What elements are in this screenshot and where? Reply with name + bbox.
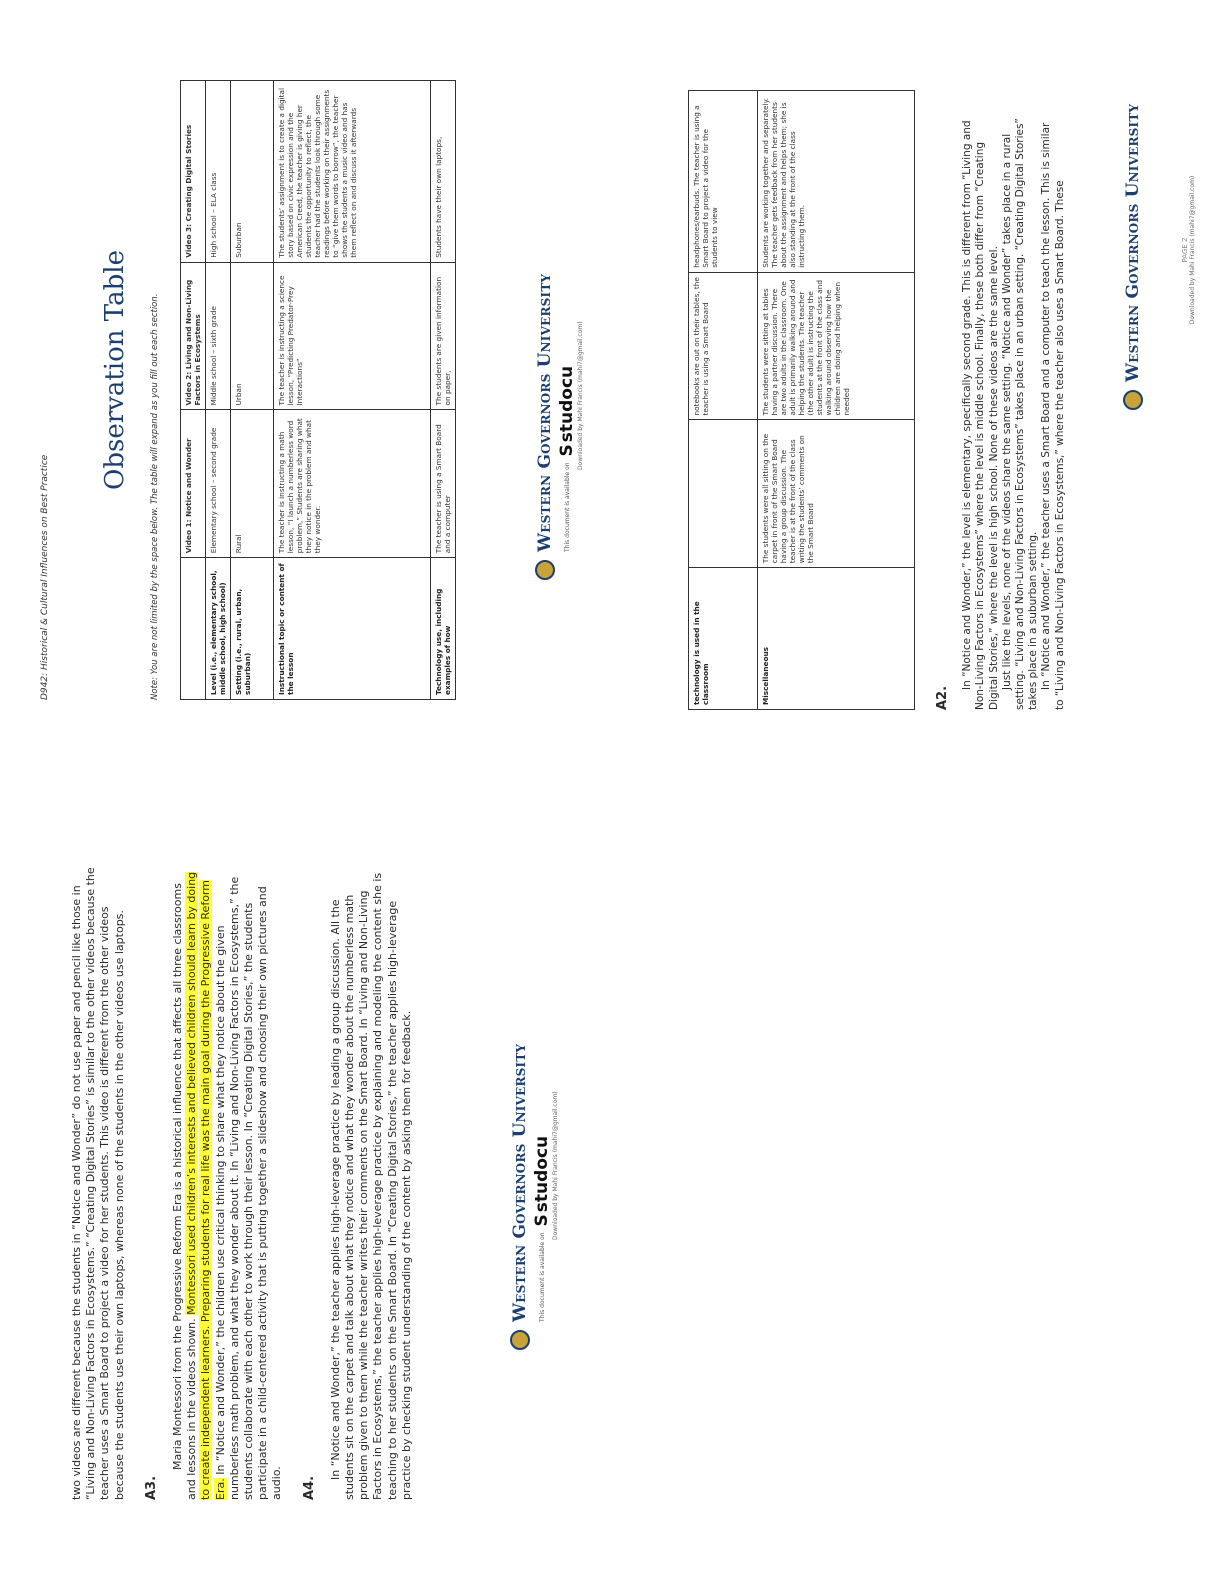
table-row	[689, 91, 758, 710]
downloaded-by: Downloaded by Mahi Francis (mahi7@gmail.com)	[577, 321, 584, 470]
a3-highlight: Montessori used children’s interests and believed children should learn by doing to create independent learners. Preparing students for real life was the main goal during the Progressive Reform Era.	[185, 871, 227, 1500]
wgu-seal-icon	[510, 1330, 530, 1350]
wgu-logo: Western Governors University	[510, 950, 530, 1350]
table-cell: Elementary school – second grade	[206, 410, 231, 558]
row-header: Instructional topic or content of the lesson	[274, 558, 431, 700]
table-cell: The students’ assignment is to create a digital story based on civic expression and the American Creed, the teacher is giving her students the opportunity to reflect, the teacher had the students look through some readings before working on their assignments to “give them words to borrow”, the teacher shows the students a music video and has them reflect on and discuss it afterwards	[274, 81, 431, 263]
table-row	[758, 91, 915, 710]
page-title: Observation Table	[100, 250, 130, 490]
downloaded-by: Downloaded by Mahi Francis (mahi7@gmail.com)	[552, 1091, 559, 1240]
table-cell: headphones/earbuds. The teacher is using a Smart Board to project a video for the students to view	[689, 91, 758, 273]
a3-text-end: In “Notice and Wonder,” the children use critical thinking to share what they notice about the given numberless math problem, and what they wonder about it. In “Living and Non-Living Factors in Ecosystems,” the students collaborate with each other to work through their lesson. In “Creating Digital Stories,” the students participate in a child-centered activity that is putting together a slideshow and choosing their own pictures and audio.	[213, 876, 284, 1500]
table-cell: The teacher is instructing a math lesson, “I launch a numberless word problem,” Students are sharing what they notice in the problem and what they wonder.	[274, 410, 431, 558]
a2-paragraph-3: In “Notice and Wonder,” the teacher uses a Smart Board and a computer to teach the lesson. This is similar to “Living and Non-Living Factors in Ecosystems,” where the teacher also uses a Smart Board. These	[1040, 122, 1066, 710]
studocu-line: This document is available on S studocu	[557, 365, 577, 552]
row-header: Miscellaneous	[758, 568, 915, 710]
row-header: technology is used in the classroom	[689, 568, 758, 710]
table-row	[431, 81, 456, 700]
table-cell: notebooks are out on their tables, the teacher is using a Smart Board	[689, 272, 758, 420]
observation-footer	[535, 160, 584, 580]
table-cell	[689, 420, 758, 568]
table-row	[274, 81, 431, 700]
table-row	[231, 81, 274, 700]
table-cell: The teacher is using a Smart Board and a computer	[431, 410, 456, 558]
running-header: D942: Historical & Cultural Influences on Best Practice	[40, 454, 50, 700]
left-page	[70, 800, 560, 1500]
table-row	[206, 81, 231, 700]
observation-page	[40, 40, 600, 700]
table-cell: Middle school – sixth grade	[206, 262, 231, 410]
intro-paragraph: two videos are different because the students in “Notice and Wonder” do not use paper and pencil like those in “Living and Non-Living Factors in Ecosystems.” “Creating Digital Stories” is similar to the other videos because the teacher uses a Smart Board to project a video for her students. This video is different from the other videos because the students use their own laptops, whereas none of the students in the other videos use laptops.	[70, 867, 126, 1500]
page-two-footer	[1123, 90, 1196, 410]
table-cell: High school – ELA class	[206, 81, 231, 263]
left-footer	[510, 950, 559, 1350]
row-header: Setting (i.e., rural, urban, suburban)	[231, 558, 274, 700]
studocu-line: This document is available on S studocu	[532, 1135, 552, 1322]
table-cell: The students are given information on paper,	[431, 262, 456, 410]
downloaded-by: Downloaded by Mahi Francis (mahi7@gmail.com)	[1189, 175, 1196, 325]
table-cell: Rural	[231, 410, 274, 558]
observation-table-continued	[688, 90, 915, 710]
table-cell: The students were sitting at tables having a partner discussion. There are two adults in the classroom. One adult is primarily walking around and helping the students. The teacher (the other adult) is instructing the students at the front of the class and walking around observing how the children are doing and helping when needed	[758, 272, 915, 420]
a3-heading: A3.	[143, 1475, 159, 1500]
studocu-icon: S	[532, 1214, 552, 1227]
table-cell: Suburban	[231, 81, 274, 263]
observation-table	[180, 80, 456, 700]
studocu-logo: S studocu	[532, 1135, 552, 1227]
table-cell: Students are working together and separately. The teacher gets feedback from her students about the assignment and helps them; she is also standing at the front of the class instructing them.	[758, 91, 915, 273]
a2-section	[936, 110, 1067, 710]
wgu-seal-icon	[535, 560, 555, 580]
a2-paragraph-1: In “Notice and Wonder,” the level is elementary, specifically second grade. This is different from “Living and Non-Living Factors in Ecosystems” where the level is middle school. Finally, these both differ from “Creating Digital Stories,” where the level is high school. None of these videos are the same level.	[961, 120, 1000, 710]
studocu-logo: S studocu	[557, 365, 577, 457]
table-cell: The students were all sitting on the carpet in front of the Smart Board having a group discussion. The teacher is at the front of the class writing the students’ comments on the Smart Board	[758, 420, 915, 568]
table-header-row	[181, 81, 206, 700]
page-two	[688, 60, 1208, 710]
table-cell: Students have their own laptops,	[431, 81, 456, 263]
a3-text-start: Maria Montessori from the Progressive Reform Era is a historical influence that affects all three classrooms and lessons in the videos shown.	[171, 883, 199, 1500]
wgu-logo: Western Governors University	[1123, 90, 1143, 410]
wgu-seal-icon	[1123, 390, 1143, 410]
a4-paragraph: In “Notice and Wonder,” the teacher applies high-leverage practice by leading a group discussion. All the students sit on the carpet and talk about what they notice and what they wonder about the numberless math problem given to them while the teacher writes their comments on the Smart Board. In “Living and Non-Living Factors in Ecosystems,” the teacher applies high-leverage practice by explaining and modeling the content she is teaching to her students on the Smart Board. In “Creating Digital Stories,” the teacher applies high-leverage practice by checking student understanding of the content by asking them for feedback.	[328, 872, 413, 1500]
page-number: PAGE 2	[1181, 237, 1189, 263]
table-note: Note: You are not limited by the space below. The table will expand as you fill out each section.	[150, 293, 160, 700]
studocu-icon: S	[557, 444, 577, 457]
header-cell: Video 1: Notice and Wonder	[181, 410, 206, 558]
table-cell: Urban	[231, 262, 274, 410]
a3-paragraph	[171, 860, 285, 1500]
header-cell: Video 2: Living and Non-Living Factors in Ecosystems	[181, 262, 206, 410]
row-header: Level (i.e., elementary school, middle school, high school)	[206, 558, 231, 700]
row-header: Technology use, including examples of how	[431, 558, 456, 700]
a2-heading: A2.	[935, 685, 950, 710]
a2-paragraph-2: Just like the levels, none of the videos share the same setting. “Notice and Wonder” takes place in a rural setting. “Living and Non-Living Factors in Ecosystems” takes place in an urban setting. “Creating Digital Stories” takes place in a suburban setting.	[1000, 118, 1040, 710]
wgu-logo: Western Governors University	[535, 160, 555, 580]
a4-heading: A4.	[301, 1475, 317, 1500]
header-cell	[181, 558, 206, 700]
header-cell: Video 3: Creating Digital Stories	[181, 81, 206, 263]
table-cell: The teacher is instructing a science lesson, “Predicting Predator-Prey Interactions”	[274, 262, 431, 410]
